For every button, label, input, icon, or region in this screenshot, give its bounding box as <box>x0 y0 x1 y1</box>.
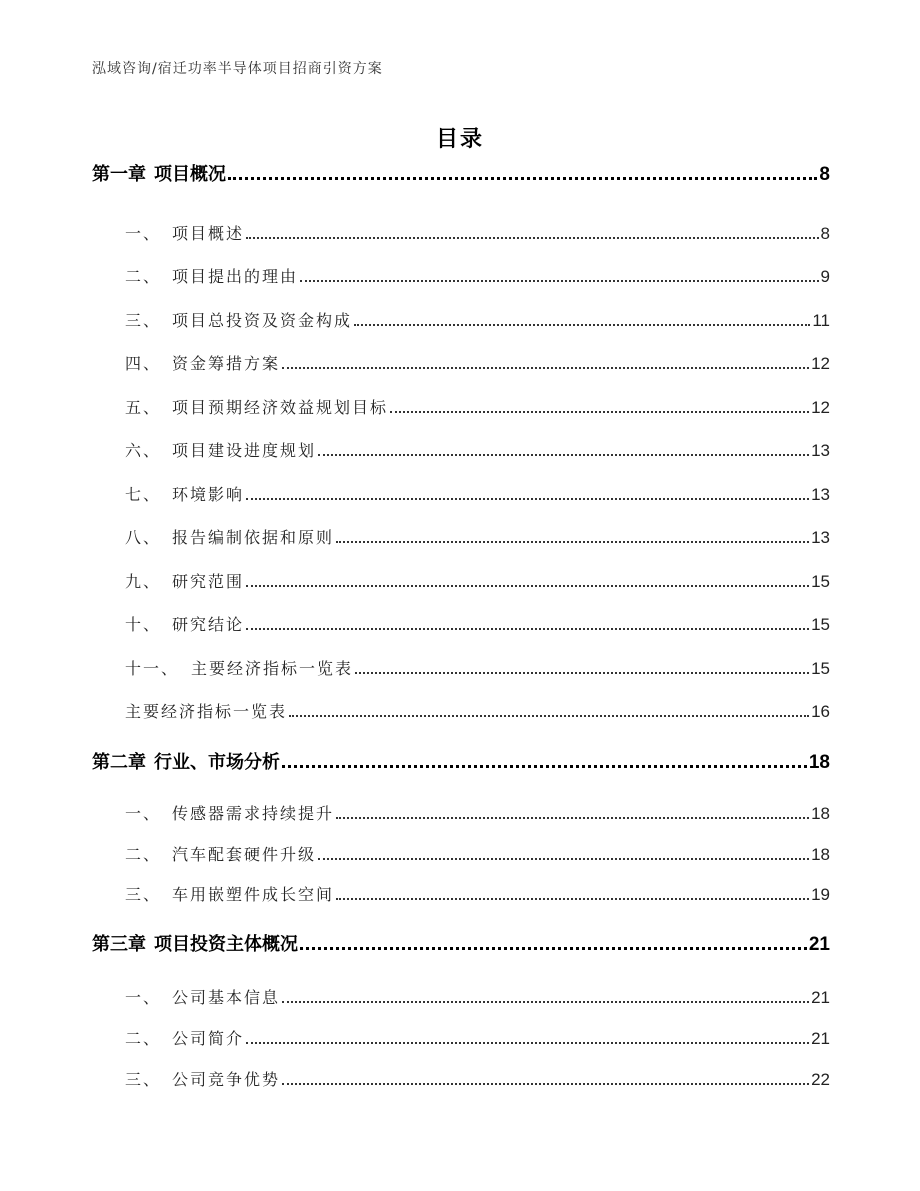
dot-leader <box>246 237 819 239</box>
page-number: 8 <box>819 164 830 185</box>
toc-entry[interactable] <box>125 696 830 722</box>
entry-text: 车用嵌塑件成长空间 <box>172 885 335 904</box>
entry-number: 第二章 <box>92 752 146 773</box>
page-number: 22 <box>811 1070 830 1089</box>
entry-number: 三、 <box>125 1070 162 1089</box>
dot-leader <box>390 411 809 413</box>
toc-entry[interactable] <box>125 305 830 331</box>
entry-number: 二、 <box>125 845 162 864</box>
entry-number: 二、 <box>125 267 162 286</box>
entry-text: 项目总投资及资金构成 <box>172 311 353 330</box>
toc-entry[interactable] <box>125 839 830 865</box>
entry-number: 一、 <box>125 224 162 243</box>
dot-leader <box>282 1001 809 1003</box>
entry-number: 四、 <box>125 354 162 373</box>
entry-text: 项目提出的理由 <box>172 267 299 286</box>
entry-number: 一、 <box>125 804 162 823</box>
toc-entry[interactable] <box>125 435 830 461</box>
dot-leader <box>355 672 809 674</box>
running-header: 泓域咨询/宿迁功率半导体项目招商引资方案 <box>92 61 383 77</box>
entry-text: 资金筹措方案 <box>172 354 281 373</box>
entry-text: 研究结论 <box>172 615 245 634</box>
toc-entry[interactable] <box>125 1023 830 1049</box>
page-number: 12 <box>811 398 830 417</box>
page-number: 21 <box>811 988 830 1007</box>
entry-text: 项目概述 <box>172 224 245 243</box>
dot-leader <box>246 1042 809 1044</box>
dot-leader <box>336 541 809 543</box>
dot-leader <box>300 280 819 282</box>
dot-leader <box>282 1083 809 1085</box>
toc-entry[interactable] <box>125 522 830 548</box>
toc-entry[interactable] <box>125 218 830 244</box>
toc-entry[interactable] <box>125 653 830 679</box>
page-number: 13 <box>811 441 830 460</box>
entry-text: 主要经济指标一览表 <box>125 702 288 721</box>
toc-entry[interactable] <box>125 261 830 287</box>
page-number: 18 <box>811 804 830 823</box>
toc-entry[interactable] <box>125 392 830 418</box>
dot-leader <box>246 628 809 630</box>
entry-text: 主要经济指标一览表 <box>191 659 354 678</box>
page-number: 15 <box>811 659 830 678</box>
page-number: 13 <box>811 485 830 504</box>
entry-text: 传感器需求持续提升 <box>172 804 335 823</box>
entry-number: 一、 <box>125 988 162 1007</box>
entry-number: 六、 <box>125 441 162 460</box>
dot-leader <box>318 858 809 860</box>
page-number: 8 <box>820 224 830 243</box>
dot-leader <box>318 454 809 456</box>
page-number: 11 <box>812 311 830 330</box>
toc-entry[interactable] <box>125 1064 830 1090</box>
dot-leader <box>289 715 809 717</box>
entry-number: 第三章 <box>92 934 146 955</box>
entry-number: 五、 <box>125 398 162 417</box>
page-number: 16 <box>811 702 830 721</box>
dot-leader <box>228 177 817 180</box>
dot-leader <box>246 585 809 587</box>
entry-number: 八、 <box>125 528 162 547</box>
entry-number: 三、 <box>125 885 162 904</box>
page-number: 15 <box>811 615 830 634</box>
entry-text: 研究范围 <box>172 572 245 591</box>
toc-entry[interactable] <box>125 348 830 374</box>
dot-leader <box>282 765 807 768</box>
entry-number: 三、 <box>125 311 162 330</box>
entry-number: 十一、 <box>125 659 180 678</box>
entry-number: 第一章 <box>92 164 146 185</box>
page-number: 18 <box>811 845 830 864</box>
entry-text: 环境影响 <box>172 485 245 504</box>
toc-chapter-2[interactable] <box>92 748 830 774</box>
page-number: 13 <box>811 528 830 547</box>
entry-text: 行业、市场分析 <box>154 752 280 773</box>
toc-entry[interactable] <box>125 982 830 1008</box>
toc-entry[interactable] <box>125 479 830 505</box>
toc-entry[interactable] <box>125 609 830 635</box>
dot-leader <box>336 898 809 900</box>
page-number: 21 <box>811 1029 830 1048</box>
page-number: 9 <box>820 267 830 286</box>
dot-leader <box>300 947 807 950</box>
entry-text: 汽车配套硬件升级 <box>172 845 317 864</box>
entry-text: 项目概况 <box>154 164 226 185</box>
entry-text: 公司竞争优势 <box>172 1070 281 1089</box>
entry-text: 公司简介 <box>172 1029 245 1048</box>
dot-leader <box>282 367 809 369</box>
entry-number: 七、 <box>125 485 162 504</box>
entry-text: 公司基本信息 <box>172 988 281 1007</box>
entry-text: 项目建设进度规划 <box>172 441 317 460</box>
toc-entry[interactable] <box>125 879 830 905</box>
toc-chapter-1[interactable] <box>92 160 830 186</box>
entry-text: 项目预期经济效益规划目标 <box>172 398 389 417</box>
entry-text: 报告编制依据和原则 <box>172 528 335 547</box>
dot-leader <box>336 817 809 819</box>
page-number: 19 <box>811 885 830 904</box>
entry-text: 项目投资主体概况 <box>154 934 298 955</box>
toc-title: 目录 <box>435 127 484 152</box>
toc-entry[interactable] <box>125 566 830 592</box>
page-number: 12 <box>811 354 830 373</box>
page-number: 21 <box>808 934 830 955</box>
entry-number: 九、 <box>125 572 162 591</box>
dot-leader <box>246 498 809 500</box>
page-number: 15 <box>811 572 830 591</box>
entry-number: 十、 <box>125 615 162 634</box>
toc-chapter-3[interactable] <box>92 930 830 956</box>
entry-number: 二、 <box>125 1029 162 1048</box>
page-number: 18 <box>808 752 830 773</box>
toc-entry[interactable] <box>125 798 830 824</box>
dot-leader <box>354 324 810 326</box>
